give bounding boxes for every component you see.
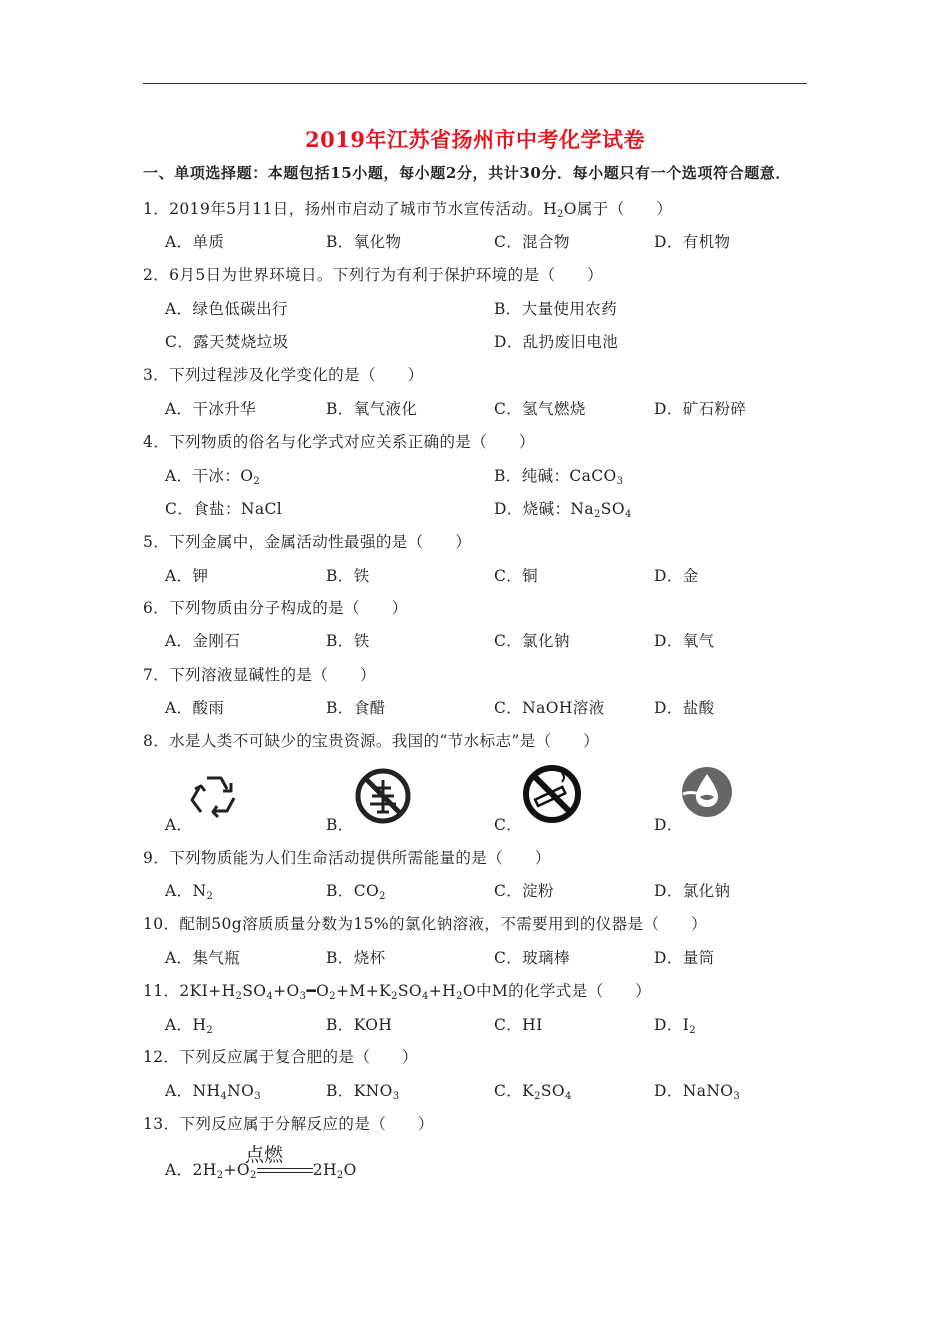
- q8-option-a: A．: [165, 816, 193, 834]
- q1-option-a: A．单质: [165, 233, 225, 251]
- q1-option-c: C．混合物: [494, 233, 570, 251]
- q8-option-b: B．: [326, 816, 354, 834]
- no-logging-icon: [355, 768, 411, 824]
- equals-sign: [257, 1166, 313, 1176]
- question-9: 9．下列物质能为人们生命活动提供所需能量的是（ ）: [143, 849, 551, 867]
- q5-option-a: A．钾: [165, 567, 209, 585]
- question-1: 1．2019年5月11日，扬州市启动了城市节水宣传活动。$H_2O$属于（ ）: [143, 200, 673, 220]
- q5-option-c: C．铜: [494, 567, 539, 585]
- recycle-icon: [187, 772, 241, 822]
- q4-option-d: D．烧碱：$Na_2SO_4$: [494, 500, 632, 520]
- question-12: 12．下列反应属于复合肥的是（ ）: [143, 1048, 418, 1066]
- no-smoking-icon: [522, 764, 582, 824]
- q9-option-c: C．淀粉: [494, 882, 554, 900]
- question-11: 11．$2KI+H_2SO_4+O_3━O_2+M+K_2SO_4+H_2O$中M的化学式是（ ）: [143, 982, 652, 1002]
- q11-option-d: D．$I_2$: [654, 1016, 697, 1036]
- q8-option-d: D．: [654, 816, 683, 834]
- q7-option-a: A．酸雨: [165, 699, 225, 717]
- q2-option-d: D．乱扔废旧电池: [494, 333, 619, 351]
- q4-option-c: C．食盐：NaCl: [165, 500, 283, 518]
- question-8: 8．水是人类不可缺少的宝贵资源。我国的“节水标志”是（ ）: [143, 732, 600, 750]
- reaction-condition: 点燃: [245, 1144, 284, 1166]
- q9-option-d: D．氯化钠: [654, 882, 731, 900]
- q10-option-c: C．玻璃棒: [494, 949, 570, 967]
- q9-option-a: A．$N_2$: [165, 882, 214, 902]
- question-3: 3．下列过程涉及化学变化的是（ ）: [143, 366, 424, 384]
- q4-option-a: A．干冰：$O_2$: [165, 467, 261, 487]
- exam-title: 2019年江苏省扬州市中考化学试卷: [305, 127, 645, 152]
- question-7: 7．下列溶液显碱性的是（ ）: [143, 666, 376, 684]
- q3-option-d: D．矿石粉碎: [654, 400, 747, 418]
- q1-option-b: B．氧化物: [326, 233, 402, 251]
- q11-option-b: B．KOH: [326, 1016, 393, 1034]
- q3-option-c: C．氢气燃烧: [494, 400, 586, 418]
- question-10: 10．配制50g溶质质量分数为15%的氯化钠溶液，不需要用到的仪器是（ ）: [143, 915, 708, 933]
- q6-option-b: B．铁: [326, 632, 370, 650]
- q11-option-c: C．HI: [494, 1016, 543, 1034]
- q9-option-b: B．$CO_2$: [326, 882, 386, 902]
- q2-option-b: B．大量使用农药: [494, 300, 618, 318]
- q1-option-d: D．有机物: [654, 233, 731, 251]
- q4-option-b: B．纯碱：CaCO$_3$: [494, 467, 624, 487]
- q10-option-d: D．量筒: [654, 949, 715, 967]
- top-rule: [143, 83, 807, 84]
- question-2: 2．6月5日为世界环境日。下列行为有利于保护环境的是（ ）: [143, 266, 604, 284]
- q5-option-d: D．金: [654, 567, 699, 585]
- q3-option-a: A．干冰升华: [165, 400, 257, 418]
- q11-option-a: A．$H_2$: [165, 1016, 214, 1036]
- q7-option-d: D．盐酸: [654, 699, 715, 717]
- q6-option-a: A．金刚石: [165, 632, 241, 650]
- q12-option-d: D．NaNO$_3$: [654, 1082, 741, 1102]
- question-13: 13．下列反应属于分解反应的是（ ）: [143, 1115, 434, 1133]
- q7-option-c: C．NaOH溶液: [494, 699, 605, 717]
- q12-option-c: C．$K_2SO_4$: [494, 1082, 572, 1102]
- q5-option-b: B．铁: [326, 567, 370, 585]
- q13-option-a: A．$2H_2+O_2$ $2H_2O$: [165, 1161, 357, 1181]
- q8-option-c: C．: [494, 816, 523, 834]
- section-header: 一、单项选择题：本题包括15小题，每小题2分，共计30分．每小题只有一个选项符合题意．: [143, 164, 791, 182]
- q2-option-c: C．露天焚烧垃圾: [165, 333, 289, 351]
- q12-option-a: A．$NH_4NO_3$: [165, 1082, 261, 1102]
- q3-option-b: B．氧气液化: [326, 400, 418, 418]
- q6-option-d: D．氧气: [654, 632, 715, 650]
- q2-option-a: A．绿色低碳出行: [165, 300, 288, 318]
- question-4: 4．下列物质的俗名与化学式对应关系正确的是（ ）: [143, 433, 535, 451]
- q12-option-b: B．$KNO_3$: [326, 1082, 400, 1102]
- q10-option-b: B．烧杯: [326, 949, 386, 967]
- water-saving-icon: [681, 766, 733, 818]
- question-6: 6．下列物质由分子构成的是（ ）: [143, 599, 408, 617]
- question-5: 5．下列金属中，金属活动性最强的是（ ）: [143, 533, 472, 551]
- q6-option-c: C．氯化钠: [494, 632, 570, 650]
- q7-option-b: B．食醋: [326, 699, 386, 717]
- q10-option-a: A．集气瓶: [165, 949, 241, 967]
